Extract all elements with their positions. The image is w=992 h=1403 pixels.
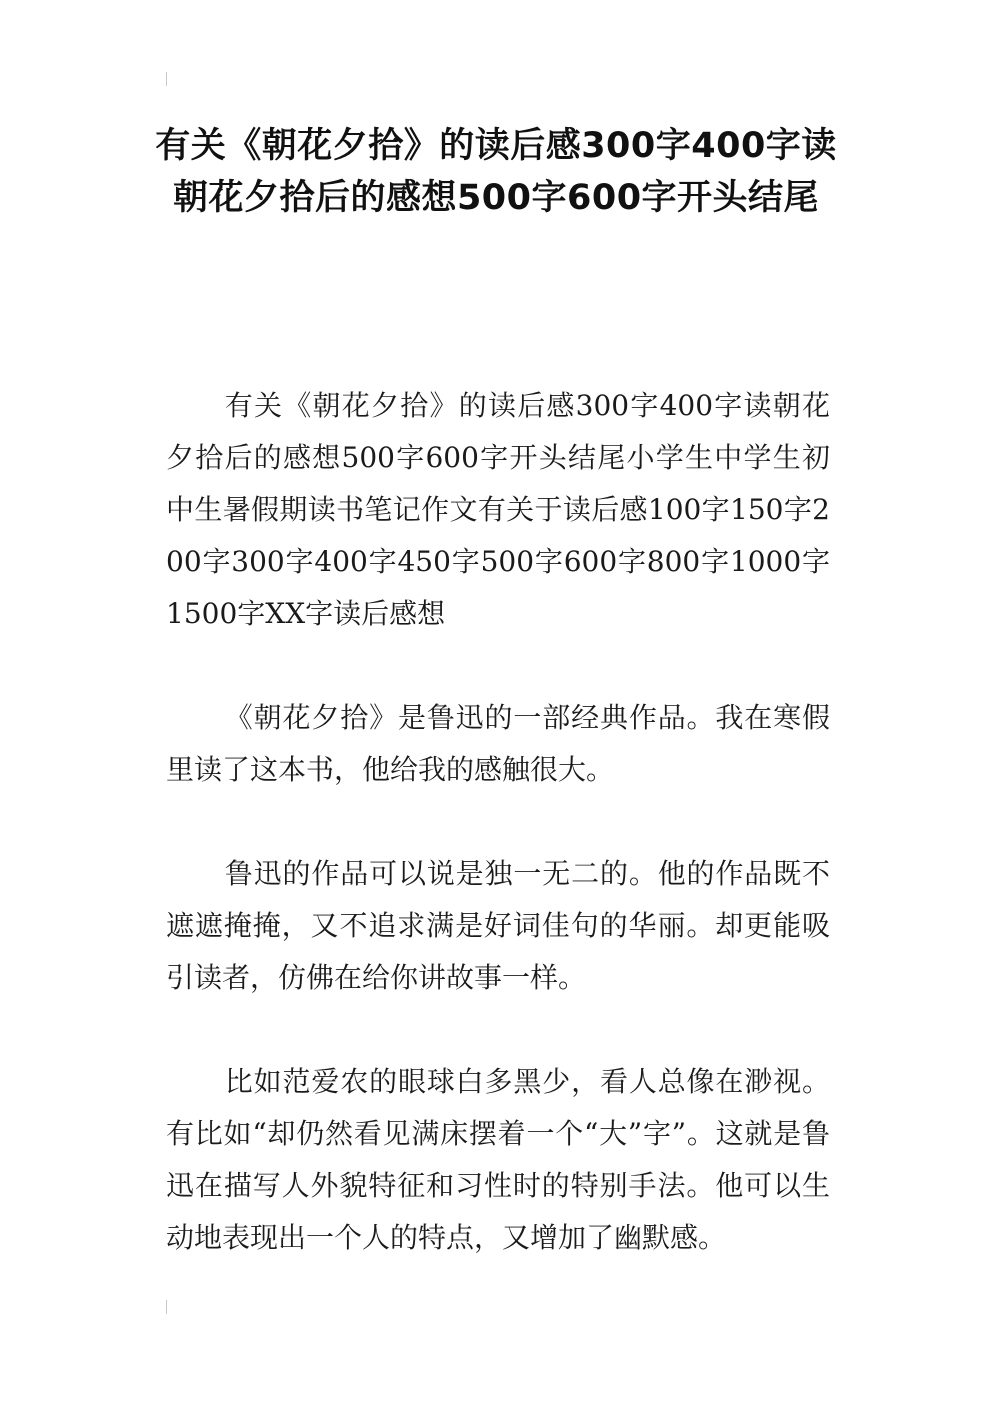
paragraph-2: 《朝花夕拾》是鲁迅的一部经典作品。我在寒假里读了这本书，他给我的感触很大。 bbox=[166, 701, 830, 786]
paragraph-1: 有关《朝花夕拾》的读后感300字400字读朝花夕拾后的感想500字600字开头结尾小学生中学生初中生暑假期读书笔记作文有关于读后感100字150字200字300字400字450字500字600字800字1000字1500字XX字读后感想 bbox=[166, 389, 830, 630]
paragraph-3: 鲁迅的作品可以说是独一无二的。他的作品既不遮遮掩掩，又不追求满是好词佳句的华丽。却更能吸引读者，仿佛在给你讲故事一样。 bbox=[166, 857, 830, 994]
document-body bbox=[166, 380, 830, 1316]
page-corner-mark-bottom bbox=[166, 1300, 167, 1314]
page-corner-mark-top bbox=[166, 72, 167, 86]
paragraph-4: 比如范爱农的眼球白多黑少，看人总像在渺视。有比如“却仍然看见满床摆着一个“大”字”。这就是鲁迅在描写人外貌特征和习性时的特别手法。他可以生动地表现出一个人的特点，又增加了幽默感。 bbox=[166, 1065, 830, 1254]
document-title: 有关《朝花夕拾》的读后感300字400字读朝花夕拾后的感想500字600字开头结尾 bbox=[155, 126, 837, 218]
